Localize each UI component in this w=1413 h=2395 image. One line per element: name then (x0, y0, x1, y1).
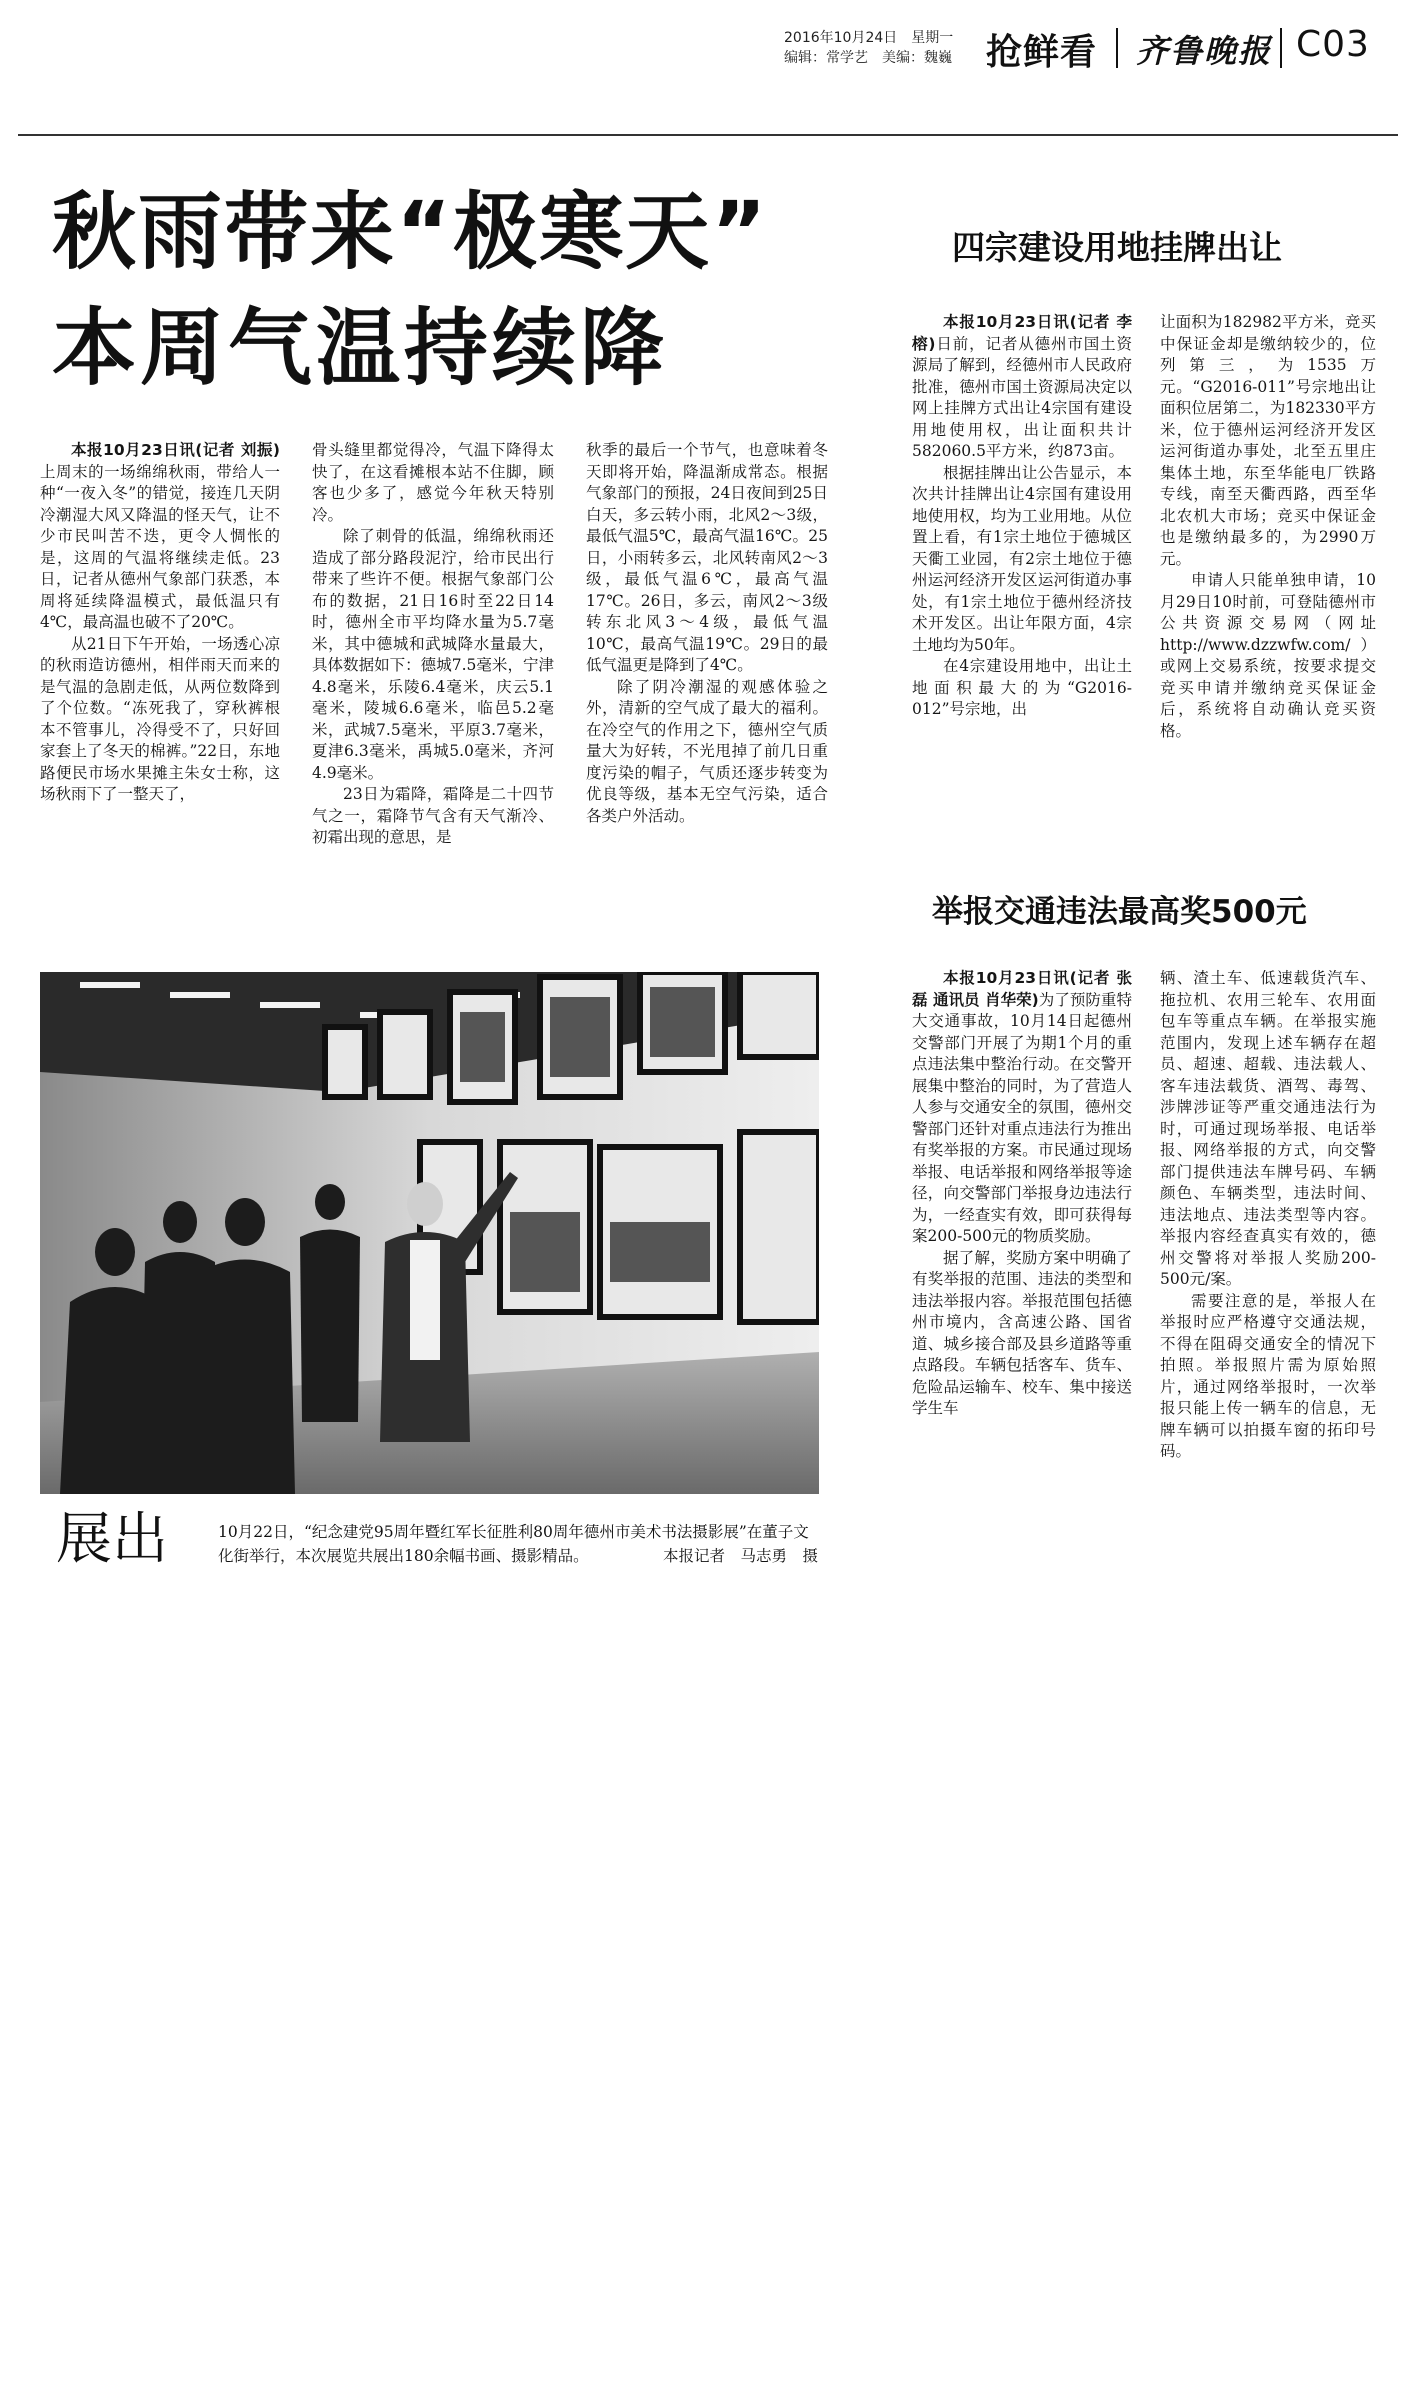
photo-label: 展出 (56, 1507, 168, 1572)
land-column-1 (912, 312, 1132, 721)
section-title: 抢鲜看 (986, 32, 1098, 73)
photo-caption (218, 1520, 818, 1568)
article-column-1 (40, 440, 280, 806)
article-paragraph: 23日为霜降，霜降是二十四节气之一，霜降节气含有天气渐冷、初霜出现的意思，是 (312, 785, 554, 846)
exhibition-photo (40, 972, 819, 1494)
article-paragraph (912, 312, 1132, 463)
date: 2016年10月24日 (784, 30, 898, 46)
article-column-2 (312, 440, 554, 849)
weekday: 星期一 (911, 30, 954, 46)
header-divider (1116, 28, 1118, 68)
header-rule (18, 134, 1398, 136)
designer: 美编：魏巍 (882, 50, 952, 66)
paragraph-text: 为了预防重特大交通事故，10月14日起德州交警部门开展了为期1个月的重点违法集中整治行动。在交警开展集中整治的同时，为了营造人人参与交通安全的氛围，德州交警部门还针对重点违法行为推出有奖举报的方案。市民通过现场举报、电话举报和网络举报等途径，向交警部门举报身边违法行为，一经查实有效，即可获得每案200-500元的物质奖励。 (912, 990, 1132, 1245)
page-number: C03 (1296, 24, 1370, 65)
article-paragraph: 在4宗建设用地中，出让土地面积最大的为“G2016-012”号宗地，出 (912, 657, 1132, 718)
article-column-3 (586, 440, 828, 827)
photo-credit: 本报记者 马志勇 摄 (662, 1547, 818, 1565)
byline: 本报10月23日讯(记者 张磊 通讯员 肖华荣) (912, 969, 1132, 1009)
article-paragraph: 秋季的最后一个节气，也意味着冬天即将开始，降温渐成常态。根据气象部门的预报，24日夜间到25日白天，多云转小雨，北风2～3级，最低气温5℃，最高气温16℃。25日，小雨转多云，北风转南风2～3级，最低气温6℃，最高气温17℃。26日，多云，南风2～3级转东北风3～4级，最低气温10℃，最高气温19℃。29日的最低气温更是降到了4℃。 (586, 441, 828, 674)
header-divider (1280, 28, 1282, 68)
headline-line1: 秋雨带来“极寒天” (52, 183, 769, 281)
editor: 编辑：常学艺 (784, 50, 868, 66)
article-paragraph: 申请人只能单独申请，10月29日10时前，可登陆德州市公共资源交易网（网址http://www.dzzwfw.com/）或网上交易系统，按要求提交竞买申请并缴纳竞买保证金后，系统将自动确认竞买资格。 (1160, 571, 1376, 740)
article-paragraph: 需要注意的是，举报人在举报时应严格遵守交通法规，不得在阻碍交通安全的情况下拍照。举报照片需为原始照片，通过网络举报时，一次举报只能上传一辆车的信息，无牌车辆可以拍摄车窗的拓印号码。 (1160, 1291, 1376, 1460)
brand-logo: 齐鲁晚报 (1136, 32, 1273, 70)
headline-line2: 本周气温持续降 (52, 299, 669, 397)
article-paragraph (912, 968, 1132, 1248)
article-paragraph: 据了解，奖励方案中明确了有奖举报的范围、违法的类型和违法举报内容。举报范围包括德州市境内，含高速公路、国省道、城乡接合部及县乡道路等重点路段。车辆包括客车、货车、危险品运输车、校车、集中接送学生车 (912, 1248, 1132, 1417)
article-paragraph: 除了刺骨的低温，绵绵秋雨还造成了部分路段泥泞，给市民出行带来了些许不便。根据气象部门公布的数据，21日16时至22日14时，德州全市平均降水量为5.7毫米，其中德城和武城降水量最大，具体数据如下：德城7.5毫米，宁津4.8毫米，乐陵6.4毫米，庆云5.1毫米，陵城6.6毫米，临邑5.2毫米，武城7.5毫米，平原3.7毫米，夏津6.3毫米，禹城5.0毫米，齐河4.9毫米。 (312, 527, 554, 782)
land-headline: 四宗建设用地挂牌出让 (952, 228, 1282, 267)
article-paragraph: 除了阴冷潮湿的观感体验之外，清新的空气成了最大的福利。在冷空气的作用之下，德州空气质量大为好转，不光甩掉了前几日重度污染的帽子，气质还逐步转变为优良等级，基本无空气污染，适合各类户外活动。 (586, 677, 828, 825)
article-paragraph: 从21日下午开始，一场透心凉的秋雨造访德州，相伴雨天而来的是气温的急剧走低，从两位数降到了个位数。“冻死我了，穿秋裤根本不管事儿，冷得受不了，只好回家套上了冬天的棉裤。”22日，东地路便民市场水果摊主朱女士称，这场秋雨下了一整天了， (40, 634, 280, 803)
traffic-headline: 举报交通违法最高奖500元 (932, 894, 1307, 930)
traffic-column-2 (1160, 968, 1376, 1463)
article-paragraph: 根据挂牌出让公告显示，本次共计挂牌出让4宗国有建设用地使用权，均为工业用地。从位置上看，有1宗土地位于德城区天衢工业园，有2宗土地位于德州运河经济开发区运河街道办事处，有1宗土地位于德州经济技术开发区。出让年限方面，4宗土地均为50年。 (912, 463, 1132, 654)
paragraph-text: 日前，记者从德州市国土资源局了解到，经德州市人民政府批准，德州市国土资源局决定以网上挂牌方式出让4宗国有建设用地使用权，出让面积共计582060.5平方米，约873亩。 (912, 334, 1132, 460)
traffic-column-1 (912, 968, 1132, 1420)
land-column-2 (1160, 312, 1376, 742)
article-paragraph (40, 440, 280, 634)
article-paragraph: 骨头缝里都觉得冷，气温下降得太快了，在这看摊根本站不住脚，顾客也少多了，感觉今年秋天特别冷。 (312, 441, 554, 524)
header-dateline (784, 28, 967, 68)
article-paragraph: 让面积为182982平方米，竞买中保证金却是缴纳较少的，位列第三，为1535万元。“G2016-011”号宗地出让面积位居第二，为182330平方米，位于德州运河经济开发区运河街道办事处，北至五里庄集体土地，东至华能电厂铁路专线，南至天衢西路，西至华北农机大市场；竞买中保证金也是缴纳最多的，为2990万元。 (1160, 313, 1376, 568)
paragraph-text: 上周末的一场绵绵秋雨，带给人一种“一夜入冬”的错觉，接连几天阴冷潮湿大风又降温的怪天气，让不少市民叫苦不迭，更令人惆怅的是，这周的气温将继续走低。23日，记者从德州气象部门获悉，本周将延续降温模式，最低温只有4℃，最高温也破不了20℃。 (40, 462, 280, 631)
article-paragraph: 辆、渣土车、低速载货汽车、拖拉机、农用三轮车、农用面包车等重点车辆。在举报实施范围内，发现上述车辆存在超员、超速、超载、违法载人、客车违法载货、酒驾、毒驾、涉牌涉证等严重交通违法行为时，可通过现场举报、电话举报、网络举报的方式，向交警部门提供违法车牌号码、车辆颜色、车辆类型，违法时间、违法地点、违法类型等内容。举报内容经查真实有效的，德州交警将对举报人奖励200-500元/案。 (1160, 969, 1376, 1288)
byline: 本报10月23日讯(记者 刘振) (71, 441, 280, 459)
caption-text: 10月22日，“纪念建党95周年暨红军长征胜利80周年德州市美术书法摄影展”在董子文化街举行，本次展览共展出180余幅书画、摄影精品。 (218, 1523, 809, 1565)
byline: 本报10月23日讯(记者 李榕) (912, 313, 1132, 353)
